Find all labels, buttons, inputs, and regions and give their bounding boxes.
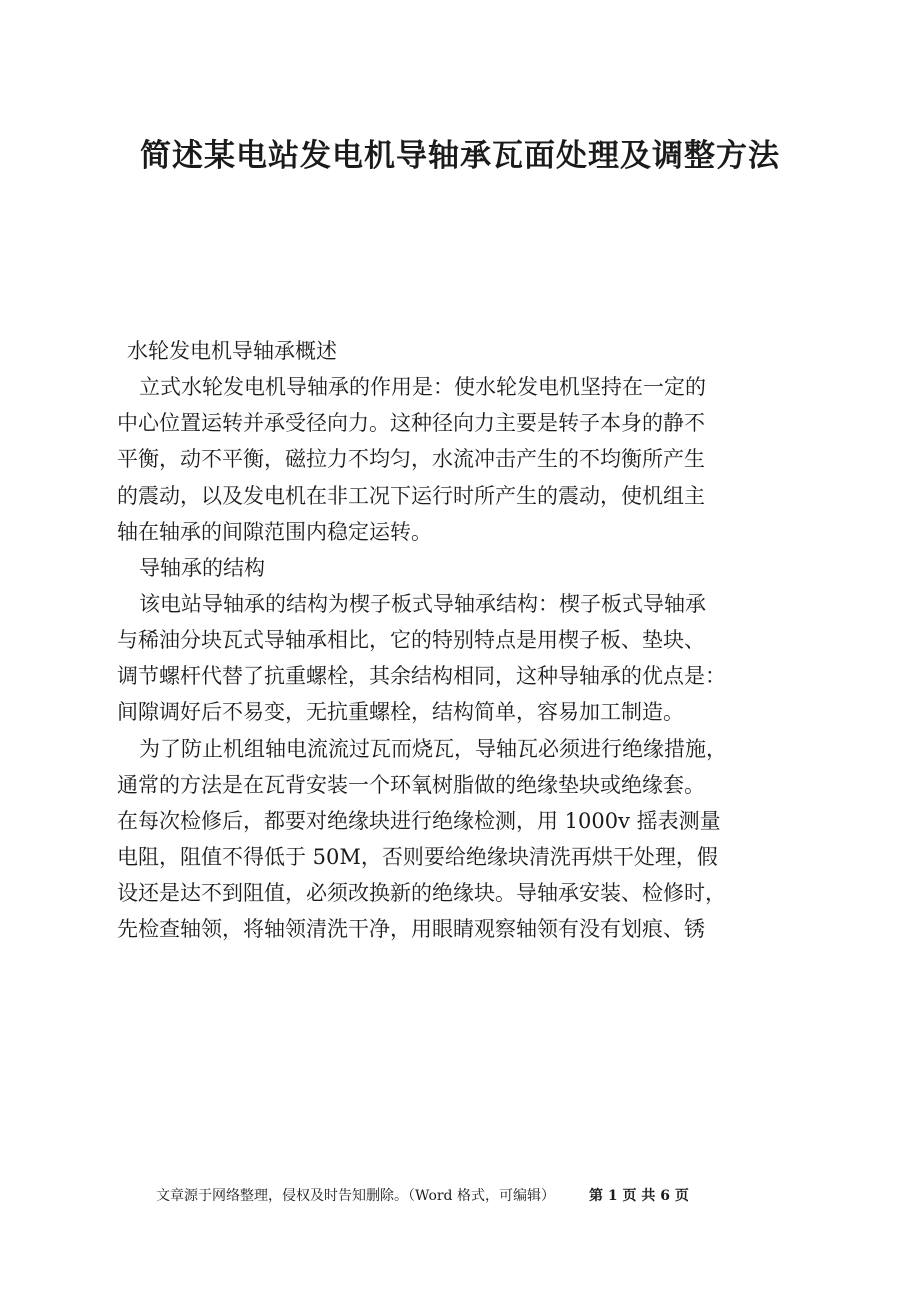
paragraph-line: 与稀油分块瓦式导轴承相比，它的特别特点是用楔子板、垫块、 bbox=[117, 628, 705, 653]
paragraph-line: 轴在轴承的间隙范围内稳定运转。 bbox=[117, 519, 432, 544]
page-title: 简述某电站发电机导轴承瓦面处理及调整方法 bbox=[140, 138, 780, 174]
paragraph-line: 的震动，以及发电机在非工况下运行时所产生的震动，使机组主 bbox=[117, 483, 705, 508]
paragraph-line: 设还是达不到阻值，必须改换新的绝缘块。导轴承安装、检修时， bbox=[117, 881, 726, 906]
paragraph-line: 间隙调好后不易变，无抗重螺栓，结构简单，容易加工制造。 bbox=[117, 700, 684, 725]
paragraph-line: 立式水轮发电机导轴承的作用是：使水轮发电机坚持在一定的 bbox=[139, 375, 706, 400]
source-note: 文章源于网络整理，侵权及时告知删除。（Word 格式，可编辑） bbox=[156, 1188, 555, 1204]
paragraph-line: 先检查轴领，将轴领清洗干净，用眼睛观察轴领有没有划痕、锈 bbox=[117, 917, 705, 942]
paragraph-line: 平衡，动不平衡，磁拉力不均匀，水流冲击产生的不均衡所产生 bbox=[117, 447, 705, 472]
paragraph-line: 该电站导轴承的结构为楔子板式导轴承结构：楔子板式导轴承 bbox=[139, 591, 706, 616]
section-heading: 导轴承的结构 bbox=[139, 555, 265, 580]
paragraph-line: 中心位置运转并承受径向力。这种径向力主要是转子本身的静不 bbox=[117, 411, 705, 436]
section-heading: 水轮发电机导轴承概述 bbox=[127, 339, 337, 363]
paragraph-line: 为了防止机组轴电流流过瓦而烧瓦，导轴瓦必须进行绝缘措施， bbox=[139, 736, 727, 761]
paragraph-line: 通常的方法是在瓦背安装一个环氧树脂做的绝缘垫块或绝缘套。 bbox=[117, 772, 705, 797]
document-body bbox=[117, 333, 837, 947]
page-footer bbox=[156, 1186, 689, 1206]
page-number: 第 1 页 共 6 页 bbox=[588, 1188, 689, 1204]
paragraph-line: 在每次检修后，都要对绝缘块进行绝缘检测，用 1000v 摇表测量 bbox=[117, 808, 721, 833]
paragraph-line: 电阻，阻值不得低于 50M，否则要给绝缘块清洗再烘干处理，假 bbox=[117, 844, 718, 869]
paragraph-line: 调节螺杆代替了抗重螺栓，其余结构相同，这种导轴承的优点是： bbox=[117, 664, 726, 689]
